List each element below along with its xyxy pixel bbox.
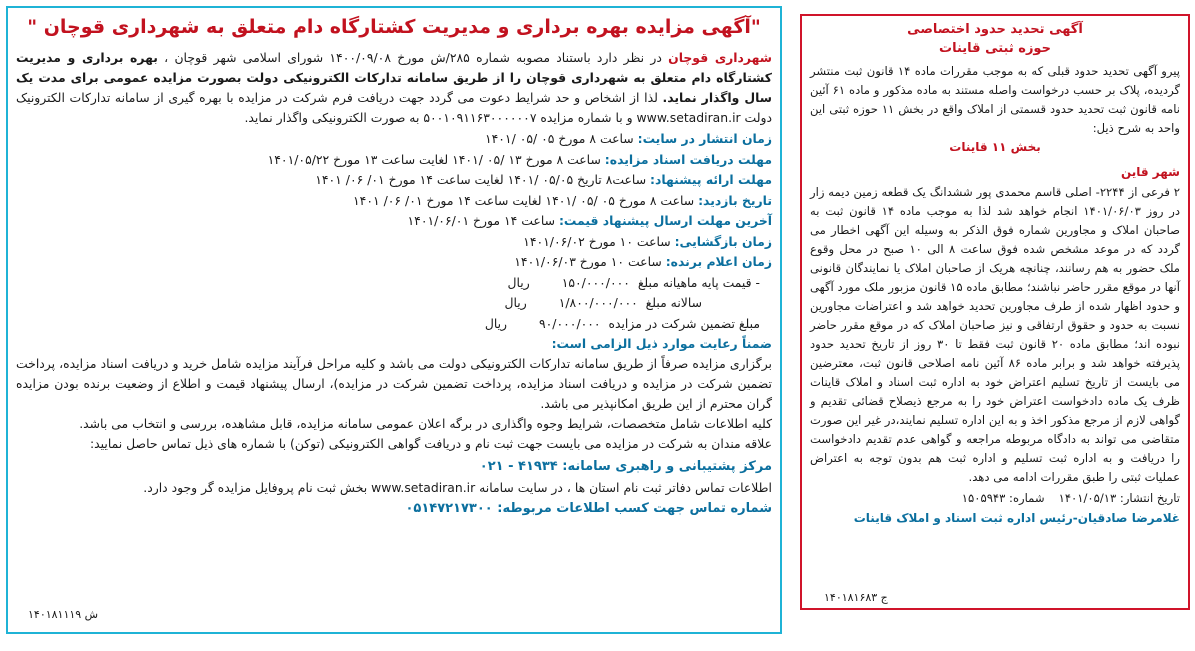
publish-number: شماره: ۱۵۰۵۹۴۳ bbox=[961, 491, 1045, 505]
price-unit: ریال bbox=[504, 295, 527, 310]
schedule-label: مهلت ارائه پیشنهاد: bbox=[650, 172, 772, 187]
auction-ad bbox=[6, 6, 782, 634]
price-label: مبلغ تضمین شرکت در مزایده bbox=[608, 315, 760, 331]
price-amount: ۱۵۰/۰۰۰/۰۰۰ bbox=[561, 274, 630, 290]
signature: غلامرضا صادقیان-رئیس اداره ثبت اسناد و املاک قاینات bbox=[853, 511, 1180, 525]
schedule-label: زمان انتشار در سایت: bbox=[637, 131, 772, 146]
price-label: - قیمت پایه ماهیانه مبلغ bbox=[637, 274, 760, 290]
price-line bbox=[16, 314, 760, 335]
auction-intro-part2: لذا از اشخاص و حد شرایط دعوت می گردد جهت دریافت فرم شرکت در مزایده با بهره گیری از سامانه تدارکات الکترونیک دولت www.setadiran.ir و با شماره مزایده ۵۰۰۱۰۹۱۱۶۳۰۰۰۰۰۰۷ به صورت الکترونیکی واگذار نماید. bbox=[16, 90, 772, 125]
auction-org: شهرداری قوچان bbox=[668, 50, 772, 65]
price-line bbox=[16, 273, 760, 294]
ad-code: ج ۱۴۰۱۸۱۶۸۳ bbox=[824, 591, 888, 604]
schedule-label: مهلت دریافت اسناد مزایده: bbox=[604, 151, 772, 167]
price-line bbox=[16, 293, 702, 314]
contact-number: شماره تماس جهت کسب اطلاعات مربوطه: ۰۵۱۴۷۲۱۷۳۰۰ bbox=[405, 501, 772, 516]
auction-intro bbox=[16, 48, 772, 128]
schedule-line bbox=[16, 150, 772, 171]
schedule-label: تاریخ بازدید: bbox=[698, 192, 772, 208]
price-label: سالانه مبلغ bbox=[645, 295, 702, 310]
boundary-section: بخش ۱۱ قاینات bbox=[949, 140, 1041, 154]
boundary-subtitle: حوزه ثبتی قاینات bbox=[939, 41, 1051, 56]
auction-title: "آگهی مزایده بهره برداری و مدیریت کشتارگاه دام متعلق به شهرداری قوچان " bbox=[27, 16, 761, 38]
schedule-value: ساعت ۱۰ مورخ ۱۴۰۱/۰۶/۰۳ bbox=[514, 254, 666, 269]
auction-schedule bbox=[16, 129, 772, 273]
price-amount: ۱/۸۰۰/۰۰۰/۰۰۰ bbox=[558, 295, 638, 310]
conditions-title: ضمناً رعایت موارد ذیل الزامی است: bbox=[551, 336, 772, 351]
publish-date-line bbox=[810, 489, 1180, 508]
schedule-label: زمان اعلام برنده: bbox=[665, 254, 772, 269]
boundary-city: شهر قاین bbox=[1120, 165, 1180, 179]
schedule-line bbox=[16, 252, 772, 273]
price-unit: ریال bbox=[507, 274, 530, 290]
schedule-value: ساعت ۱۰ مورخ ۱۴۰۱/۰۶/۰۲ bbox=[523, 233, 675, 249]
schedule-line bbox=[16, 232, 772, 253]
schedule-value: ساعت ۱۴ مورخ ۱۴۰۱/۰۶/۰۱ bbox=[407, 213, 559, 228]
schedule-value: ساعت ۸ مورخ ۰۵ /۰۵ /۱۴۰۱ لغایت ساعت ۱۴ مورخ ۰۱/ ۰۶/ ۱۴۰۱ bbox=[353, 192, 699, 208]
conditions-text-1: برگزاری مزایده صرفاً از طریق سامانه تدارکات الکترونیکی دولت می باشد و کلیه مراحل فرآیند مزایده شامل خرید و دریافت اسناد مزایده، پرداخت تضمین شرکت در مزایده و دریافت اسناد مزایده، پرداخت تضمین شرکت در مزایده)، ارسال پیشنهاد قیمت و اطلاع از وضعیت برنده بودن مزایده گران محترم از این طریق امکانپذیر می باشد. bbox=[16, 356, 772, 411]
conditions-text-2: کلیه اطلاعات شامل متخصصات، شرایط وجوه واگذاری در برگه اعلان عمومی سامانه مزایده، قابل مشاهده، بررسی و انتخاب می باشد. bbox=[79, 416, 772, 431]
price-amount: ۹۰/۰۰۰/۰۰۰ bbox=[539, 315, 601, 331]
schedule-label: آخرین مهلت ارسال پیشنهاد قیمت: bbox=[558, 213, 772, 228]
boundary-body: ۲ فرعی از ۲۲۴۴- اصلی قاسم محمدی پور ششدانگ یک قطعه زمین دیمه زار در روز ۱۴۰۱/۰۶/۰۳ انجام خواهد شد لذا به موجب ماده ۱۴ قانون ثبت به صاحبان املاک و مجاورین شماره فوق الذکر به وسیله این آگهی اخطار می گردد که در موعد مشخص شده فوق ساعت ۸ الی ۱۰ صبح در محل وقوع ملک حضور به هم رسانند، چنانچه هریک از صاحبان املاک یا نمایندگان قانونی آنها در موقع مقرر حاضر نباشند؛ مطابق ماده ۱۵ قانون مزبور ملک مورد آگهی و حدود اظهار شده از طرف مجاورین تحدید خواهد شد و اعتراضات مجاورین نسبت به حدود و حقوق ارتفاقی و نیز صاحبان املاک که در موقع مقرر حاضر نبوده اند؛ مطابق ماده ۲۰ قانون ثبت فقط تا ۳۰ روز از تاریخ تحدید حدود پذیرفته خواهد شد و برابر ماده ۸۶ آئین نامه اصلاحی قانون ثبت، معترضین می بایست از تاریخ تسلیم اعتراض خود به اداره ثبت اسناد و املاک قاینات ظرف یک ماده دادخواست اعتراض خود را به مرجع ذیصلاح قضائی تقدیم و گواهی لازم از مرجع مذکور اخذ و به این اداره تسلیم نمایند،در غیر این صورت متقاضی می تواند به دادگاه مربوطه مراجعه و گواهی عدم تقدیم دادخواست را دریافت و به اداره ثبت تسلیم و اداره ثبت هم بدون توجه به اعتراض عملیات ثبتی را طبق مقررات ادامه می دهد. bbox=[810, 185, 1181, 484]
schedule-label: زمان بازگشایی: bbox=[674, 233, 772, 249]
registration-info: اطلاعات تماس دفاتر ثبت نام استان ها ، در سایت سامانه www.setadiran.ir بخش ثبت نام پروفایل مزایده گر وجود دارد. bbox=[143, 480, 772, 495]
schedule-line bbox=[16, 129, 772, 150]
price-list bbox=[16, 273, 772, 335]
price-unit: ریال bbox=[484, 315, 508, 331]
boundary-intro: پیرو آگهی تحدید حدود قبلی که به موجب مقررات ماده ۱۴ قانون ثبت منتشر گردیده، پلاک بر حسب درخواست واصله مستند به ماده مذکور و ماده ۶۱ آئین نامه قانون ثبت تحدید حدود قسمتی از املاک واقع در بخش ۱۱ حوزه ثبتی این واحد به شرح ذیل: bbox=[810, 64, 1181, 135]
auction-intro-part1: در نظر دارد باستناد مصوبه شماره ۲۸۵/ش مورخ ۱۴۰۰/۰۹/۰۸ شورای اسلامی شهر قوچان ، bbox=[157, 50, 669, 65]
support-center: مرکز پشتیبانی و راهبری سامانه: ۴۱۹۳۴ - ۰۲۱ bbox=[479, 459, 772, 474]
schedule-line bbox=[16, 191, 772, 212]
schedule-line bbox=[16, 211, 772, 232]
boundary-title: آگهی تحدید حدود اختصاصی bbox=[907, 22, 1083, 37]
schedule-value: ساعت۸ تاریخ ۰۵/۰۵ /۱۴۰۱ لغایت ساعت ۱۴ مورخ ۰۱/ ۰۶/ ۱۴۰۱ bbox=[315, 172, 651, 187]
schedule-value: ساعت ۸ مورخ ۱۳ /۰۵ /۱۴۰۱ لغایت ساعت ۱۳ مورخ ۱۴۰۱/۰۵/۲۲ bbox=[267, 151, 605, 167]
auction-intro-bold: بهره برداری و مدیریت کشتارگاه دام متعلق به شهرداری قوچان را از طریق سامانه تدارکات الکترونیکی دولت بصورت مزایده عمومی برای مدت یک سال واگذار نماید. bbox=[16, 50, 772, 105]
schedule-value: ساعت ۸ مورخ ۰۵ /۰۵ /۱۴۰۱ bbox=[484, 131, 638, 146]
boundary-ad bbox=[800, 14, 1190, 610]
publish-date: تاریخ انتشار: ۱۴۰۱/۰۵/۱۳ bbox=[1058, 491, 1180, 505]
schedule-line bbox=[16, 170, 772, 191]
conditions-text-3: علاقه مندان به شرکت در مزایده می بایست جهت ثبت نام و دریافت گواهی الکترونیکی (توکن) با شماره های ذیل تماس حاصل نمایید: bbox=[89, 436, 772, 451]
ad-code: ش ۱۴۰۱۸۱۱۱۹ bbox=[28, 608, 99, 621]
